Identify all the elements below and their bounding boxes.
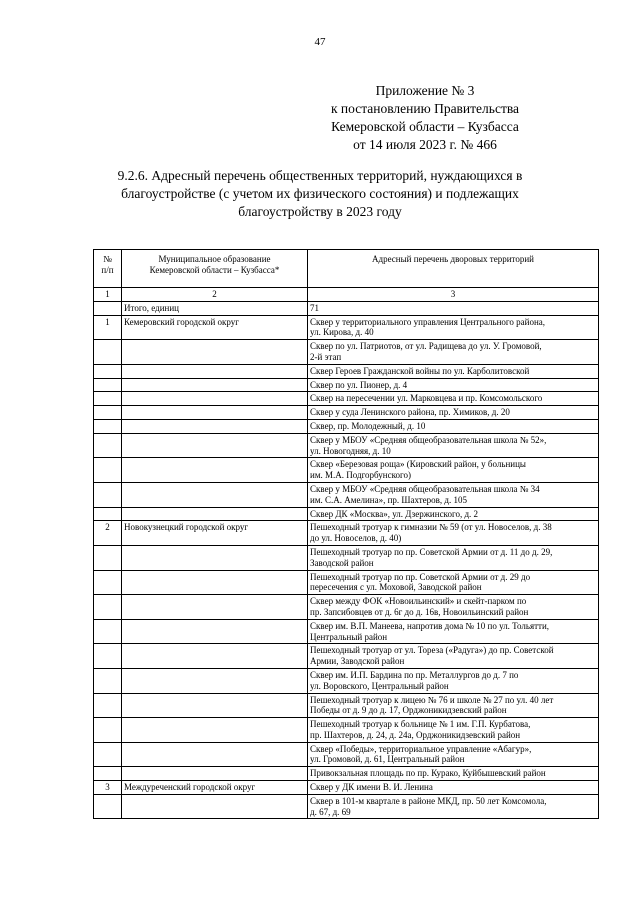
row-municipality (122, 794, 308, 819)
row-municipality (122, 458, 308, 483)
row-address: Пешеходный тротуар по пр. Советской Армии от д. 11 до д. 29, Заводской район (308, 545, 599, 570)
row-address: Сквер у суда Ленинского района, пр. Химиков, д. 20 (308, 406, 599, 420)
row-address: Сквер Героев Гражданской войны по ул. Карболитовской (308, 364, 599, 378)
table-row (94, 392, 599, 406)
table-row (94, 693, 599, 718)
row-number (94, 742, 122, 767)
table-row (94, 419, 599, 433)
appendix-line: Кемеровской области – Кузбасса (331, 119, 519, 134)
column-number: 2 (122, 288, 308, 302)
appendix-block (300, 82, 550, 154)
row-municipality (122, 668, 308, 693)
row-municipality (122, 406, 308, 420)
table-row (94, 570, 599, 595)
row-number (94, 364, 122, 378)
table-row (94, 767, 599, 781)
row-number (94, 406, 122, 420)
row-number (94, 545, 122, 570)
row-address: Сквер у ДК имени В. И. Ленина (308, 781, 599, 795)
row-number (94, 507, 122, 521)
header-addresses: Адресный перечень дворовых территорий (308, 250, 599, 288)
row-address: Сквер на пересечении ул. Марковцева и пр. Комсомольского (308, 392, 599, 406)
row-address: Сквер по ул. Патриотов, от ул. Радищева до ул. У. Громовой, 2-й этап (308, 340, 599, 365)
row-address: Сквер у МБОУ «Средняя общеобразовательная школа № 52», ул. Новогодняя, д. 10 (308, 433, 599, 458)
total-row (94, 301, 599, 315)
table-row (94, 507, 599, 521)
row-address: Сквер им. В.П. Манеева, напротив дома № 10 по ул. Тольятти, Центральный район (308, 619, 599, 644)
table-row (94, 545, 599, 570)
row-municipality (122, 392, 308, 406)
row-number (94, 378, 122, 392)
row-number: 1 (94, 315, 122, 340)
territories-table (93, 249, 599, 819)
column-number-row (94, 288, 599, 302)
row-number (94, 767, 122, 781)
table-row (94, 406, 599, 420)
section-title: 9.2.6. Адресный перечень общественных территорий, нуждающихся в благоустройстве (с учетом их физического состояния) и подлежащих благоустройству в 2023 году (117, 168, 523, 219)
row-municipality (122, 767, 308, 781)
row-municipality: Междуреченский городской округ (122, 781, 308, 795)
row-number (94, 644, 122, 669)
row-number (94, 458, 122, 483)
row-number (94, 340, 122, 365)
total-value: 71 (308, 301, 599, 315)
row-municipality (122, 433, 308, 458)
row-municipality: Кемеровский городской округ (122, 315, 308, 340)
row-address: Пешеходный тротуар к больнице № 1 им. Г.П. Курбатова, пр. Шахтеров, д. 24, д. 24а, Орджоникидзевский район (308, 718, 599, 743)
row-address: Пешеходный тротуар по пр. Советской Армии от д. 29 до пересечения с ул. Моховой, Заводской район (308, 570, 599, 595)
row-number (94, 392, 122, 406)
appendix-line: от 14 июля 2023 г. № 466 (353, 137, 497, 152)
row-number (94, 619, 122, 644)
row-address: Сквер у территориального управления Центрального района, ул. Кирова, д. 40 (308, 315, 599, 340)
row-municipality (122, 718, 308, 743)
table-row (94, 521, 599, 546)
row-municipality (122, 644, 308, 669)
row-address: Привокзальная площадь по пр. Курако, Куйбышевский район (308, 767, 599, 781)
row-address: Сквер по ул. Пионер, д. 4 (308, 378, 599, 392)
total-number (94, 301, 122, 315)
table-row (94, 364, 599, 378)
row-address: Пешеходный тротуар к гимназии № 59 (от ул. Новоселов, д. 38 до ул. Новоселов, д. 40) (308, 521, 599, 546)
table-body (94, 301, 599, 819)
row-address: Сквер между ФОК «Новоильинский» и скейт-парком по пр. Запсибовцев от д. 6г до д. 16в, Новоильинский район (308, 595, 599, 620)
row-number (94, 570, 122, 595)
appendix-line: Приложение № 3 (375, 83, 475, 98)
appendix-line: к постановлению Правительства (330, 101, 520, 116)
header-number: № п/п (94, 250, 122, 288)
row-municipality (122, 419, 308, 433)
column-number: 3 (308, 288, 599, 302)
table-row (94, 340, 599, 365)
row-address: Сквер ДК «Москва», ул. Дзержинского, д. 2 (308, 507, 599, 521)
table-row (94, 718, 599, 743)
row-municipality (122, 545, 308, 570)
row-number: 2 (94, 521, 122, 546)
table-row (94, 794, 599, 819)
row-address: Пешеходный тротуар от ул. Тореза («Радуга») до пр. Советской Армии, Заводской район (308, 644, 599, 669)
row-address: Сквер, пр. Молодежный, д. 10 (308, 419, 599, 433)
header-municipality: Муниципальное образование Кемеровской области – Кузбасса* (122, 250, 308, 288)
table-row (94, 619, 599, 644)
row-address: Сквер им. И.П. Бардина по пр. Металлургов до д. 7 по ул. Воровского, Центральный район (308, 668, 599, 693)
table-row (94, 315, 599, 340)
row-number (94, 419, 122, 433)
column-number: 1 (94, 288, 122, 302)
row-number (94, 482, 122, 507)
row-number (94, 668, 122, 693)
row-municipality (122, 364, 308, 378)
table-row (94, 668, 599, 693)
table-row (94, 433, 599, 458)
row-municipality (122, 693, 308, 718)
row-municipality (122, 619, 308, 644)
row-number (94, 433, 122, 458)
table-row (94, 378, 599, 392)
row-number (94, 595, 122, 620)
row-address: Сквер в 101-м квартале в районе МКД, пр. 50 лет Комсомола, д. 67, д. 69 (308, 794, 599, 819)
total-label: Итого, единиц (122, 301, 308, 315)
table-row (94, 781, 599, 795)
row-municipality (122, 378, 308, 392)
table-row (94, 482, 599, 507)
table-row (94, 742, 599, 767)
page-number: 47 (314, 36, 326, 48)
row-number (94, 718, 122, 743)
row-address: Сквер «Березовая роща» (Кировский район, у больницы им. М.А. Подгорбунского) (308, 458, 599, 483)
table-row (94, 595, 599, 620)
row-municipality (122, 595, 308, 620)
row-municipality (122, 742, 308, 767)
row-municipality (122, 570, 308, 595)
table-header-row (94, 250, 599, 288)
row-address: Сквер «Победы», территориальное управление «Абагур», ул. Громовой, д. 61, Центральный район (308, 742, 599, 767)
row-municipality (122, 507, 308, 521)
row-municipality (122, 482, 308, 507)
row-number (94, 794, 122, 819)
table-row (94, 458, 599, 483)
row-number: 3 (94, 781, 122, 795)
row-number (94, 693, 122, 718)
row-municipality (122, 340, 308, 365)
row-address: Сквер у МБОУ «Средняя общеобразовательная школа № 34 им. С.А. Амелина», пр. Шахтеров, д. 105 (308, 482, 599, 507)
row-address: Пешеходный тротуар к лицею № 76 и школе № 27 по ул. 40 лет Победы от д. 9 до д. 17, Орджоникидзевский район (308, 693, 599, 718)
row-municipality: Новокузнецкий городской округ (122, 521, 308, 546)
table-row (94, 644, 599, 669)
